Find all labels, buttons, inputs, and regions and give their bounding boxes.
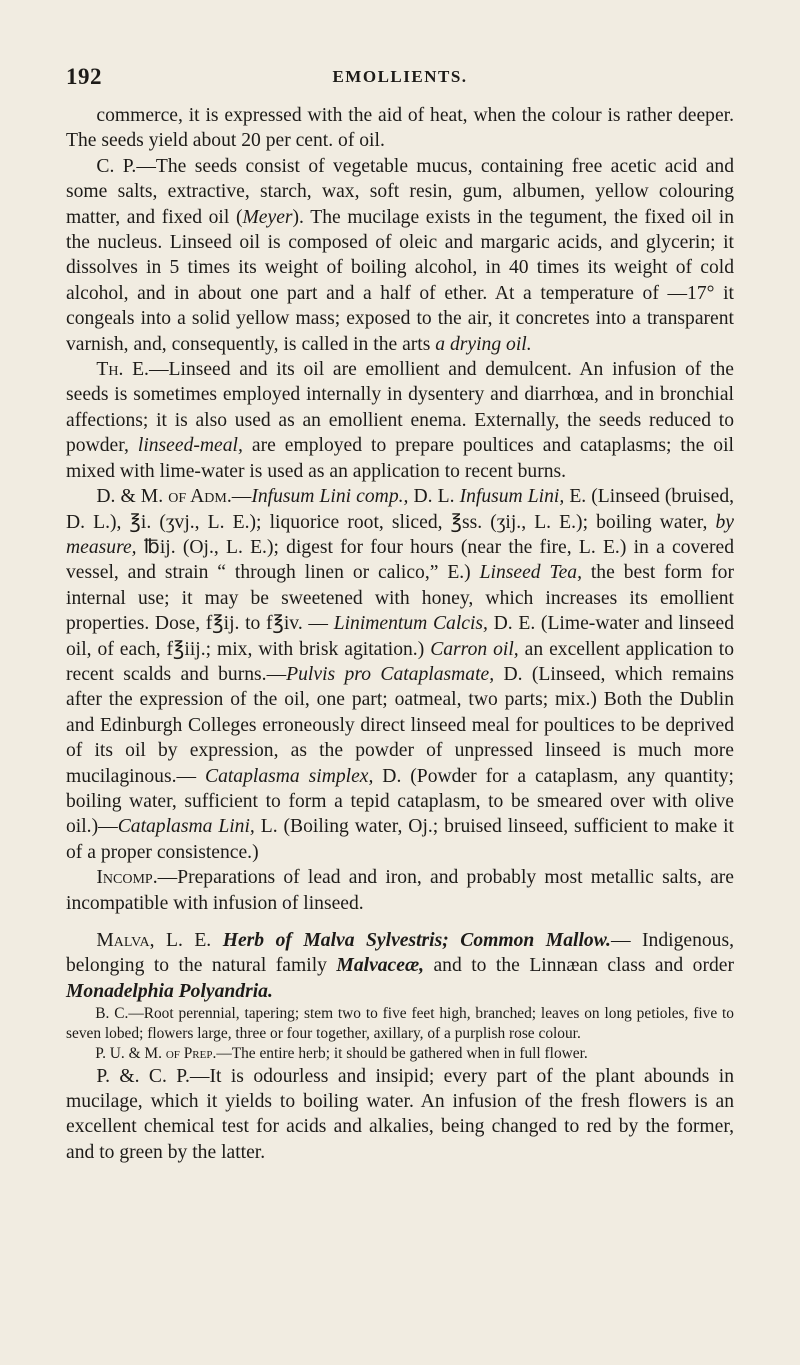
text-run: of Adm. <box>168 486 232 508</box>
paragraph-bc <box>66 1004 734 1044</box>
text-run: Cataplasma Lini, <box>117 816 255 838</box>
text-run <box>211 930 223 951</box>
text-run: Herb of Malva Sylvestris; Common Mallow. <box>222 930 611 951</box>
text-run: —It is odourless and insipid; every part of the plant abounds in mucilage, which it yields to boiling water. An infusion of the fresh flowers is an excellent chemical test for acids and alkalies, being changed to red by the former, and to green by the latter. <box>66 1065 734 1163</box>
text-run: —Linseed and its oil are emollient and demulcent. An infusion of the seeds is sometimes employed internally in dysentery and diarrhœa, and in bronchial affections; it is also used as an emollient enema. Externally, the seeds reduced to powder, <box>66 359 734 457</box>
text-run: an excellent application to recent scalds and burns.— <box>66 638 734 685</box>
text-run: Carron oil, <box>430 638 519 660</box>
text-run: Malva, L. E. <box>96 930 212 951</box>
paragraph-cp-linseed <box>66 154 734 357</box>
text-run: ℔ij. (Oj., L. E.); digest for four hours (near the fire, L. E.) in a covered vessel, and strain “ through linen or calico,” E.) <box>66 536 734 584</box>
paragraph-th-e <box>66 357 734 484</box>
text-run: D. L. <box>408 486 460 508</box>
paragraph-pu <box>66 1044 734 1064</box>
text-run: Infusum Lini comp., <box>251 486 409 508</box>
text-run: Linseed Tea, <box>479 562 582 584</box>
text-run: P. &. C. P. <box>96 1065 190 1087</box>
text-run: Pulvis pro Cataplasmate, <box>286 663 495 685</box>
running-title: EMOLLIENTS. <box>332 67 468 86</box>
text-run: B. C.—Root perennial, tapering; stem two to five feet high, branched; leaves on long petioles, five to seven lobed; flowers large, three or four together, axillary, of a purplish rose colour. <box>66 1005 734 1043</box>
paragraph-intro <box>66 103 734 154</box>
text-run: D. E. (Lime-water and linseed oil, of each, f℥iij.; mix, with brisk agitation.) <box>66 613 734 660</box>
text-run: D. (Powder for a cataplasm, any quantity; boiling water, sufficient to form a tepid cataplasm, to be smeared over with olive oil.)— <box>66 765 735 838</box>
text-run: — Indigenous, belonging to the natural family <box>66 930 734 977</box>
text-run: D. (Linseed, which remains after the expression of the oil, one part; oatmeal, two parts; mix.) Both the Dublin and Edinburgh Colleges erroneously direct linseed meal for poultices to be deprived of its oil by expression, as the powder of unpressed linseed is much more mucilaginous.— <box>66 663 734 787</box>
text-run: Meyer <box>242 206 293 228</box>
text-run: of Prep. <box>165 1044 217 1062</box>
text-run: ). The mucilage exists in the tegument, the fixed oil in the nucleus. Linseed oil is composed of oleic and margaric acids, and glycerin; it dissolves in 5 times its weight of boiling alcohol, in 40 times its weight of cold alcohol, and in about one part and a half of ether. At a temperature of —17° it congeals into a solid yellow mass; exposed to the air, it concretes into a transparent varnish, and, consequently, is called in the arts <box>66 206 734 355</box>
text-run: by measure, <box>66 511 734 558</box>
text-run: —The entire herb; it should be gathered when in full flower. <box>216 1044 588 1062</box>
text-run: Linimentum Calcis, <box>333 613 488 635</box>
text-run: the best form for internal use; it may be sweetened with honey, which increases its emollient properties. Dose, f℥ij. to f℥iv. — <box>66 562 735 635</box>
text-run: Th. E. <box>96 359 149 381</box>
text-run: — <box>231 486 252 508</box>
text-run: are employed to prepare poultices and cataplasms; the oil mixed with lime-water is used as an application to recent burns. <box>66 435 734 482</box>
text-run: —The seeds consist of vegetable mucus, containing free acetic acid and some salts, extractive, starch, wax, soft resin, gum, albumen, yellow colouring matter, and fixed oil ( <box>66 155 734 228</box>
text-run: commerce, it is expressed with the aid of heat, when the colour is rather deeper. The seeds yield about 20 per cent. of oil. <box>66 105 734 152</box>
text-run: linseed-meal, <box>137 435 243 457</box>
text-run: Incomp. <box>96 867 158 889</box>
text-run: a drying oil. <box>435 333 532 355</box>
text-run: E. (Linseed (bruised, D. L.), ℥i. (ʒvj., L. E.); liquorice root, sliced, ℥ss. (ʒij., L. E.); boiling water, <box>66 486 735 533</box>
text-run: and to the Linnæan class and order <box>424 955 734 977</box>
text-run: Monadelphia Polyandria. <box>66 980 273 1002</box>
paragraph-incomp <box>66 865 734 916</box>
text-run: —Preparations of lead and iron, and probably most metallic salts, are incompatible with infusion of linseed. <box>66 867 734 914</box>
text-run: L. (Boiling water, Oj.; bruised linseed, sufficient to make it of a proper consistence.) <box>66 816 734 863</box>
running-head <box>66 64 734 94</box>
paragraph-dm-adm <box>66 484 734 865</box>
text-run: C. P. <box>96 155 137 177</box>
page-number: 192 <box>66 64 102 89</box>
text-run: Cataplasma simplex, <box>205 765 374 787</box>
text-run: Malvaceæ, <box>336 955 425 977</box>
paragraph-malva <box>66 928 734 1004</box>
text-run: D. & M. <box>96 486 169 508</box>
text-run: Infusum Lini, <box>459 486 565 508</box>
text-run: P. U. & M. <box>95 1044 166 1062</box>
paragraph-pcp <box>66 1064 734 1166</box>
page-body <box>66 103 734 1165</box>
